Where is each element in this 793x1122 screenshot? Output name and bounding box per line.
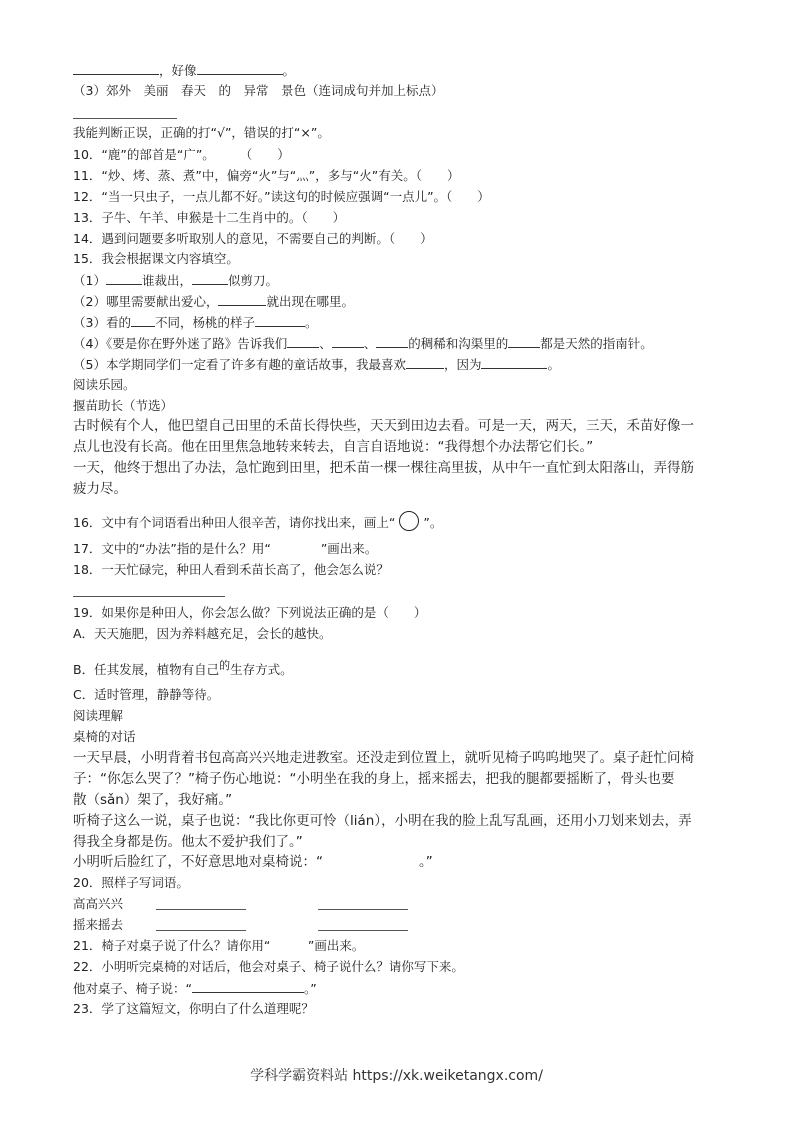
passage-title: 揠苗助长（节选）: [73, 398, 174, 413]
passage-paragraph: 散（sǎn）架了，我好痛。”: [73, 792, 233, 808]
passage-title: 桌椅的对话: [73, 729, 136, 744]
answer-blank[interactable]: [406, 355, 444, 369]
answer-blank[interactable]: [131, 313, 155, 327]
answer-blank[interactable]: [73, 61, 159, 75]
answer-blank[interactable]: [508, 334, 540, 348]
question-15: 15．我会根据课文内容填空。: [73, 251, 239, 266]
question-22-answer: 他对桌子、椅子说：“ 。”: [73, 981, 317, 996]
question-19-option-b[interactable]: B．任其发展，植物有自己的生存方式。: [73, 659, 293, 677]
answer-line[interactable]: [318, 930, 408, 931]
question-19-option-c[interactable]: C．适时管理，静静等待。: [73, 687, 220, 702]
question-20: 20．照样子写词语。: [73, 875, 189, 890]
question-15-item-3: （3）看的 不同，杨桃的样子 。: [73, 315, 318, 330]
question-19: 19．如果你是种田人，你会怎么做？下列说法正确的是（ ）: [73, 605, 427, 620]
question-15-item-4: （4）《要是你在野外迷了路》告诉我们 、 、 的稠稀和沟渠里的 都是天然的指南针。: [73, 336, 653, 351]
answer-line[interactable]: [156, 930, 246, 931]
question-21: 21．椅子对桌子说了什么？请你用“ ”画出来。: [73, 938, 365, 953]
question-13: 13．子牛、午羊、申猴是十二生肖中的。（ ）: [73, 210, 346, 225]
answer-blank[interactable]: [287, 334, 319, 348]
section-heading-comprehension: 阅读理解: [73, 708, 124, 723]
answer-blank[interactable]: [192, 271, 228, 285]
passage-paragraph: 听椅子这么一说，桌子也说：“我比你更可怜（lián），小明在我的脸上乱写乱画，还用小刀划来划去，弄: [73, 813, 692, 829]
question-20-example-2: 摇来摇去: [73, 917, 124, 932]
answer-line[interactable]: [156, 909, 246, 910]
question-15-item-1: （1） 谁裁出， 似剪刀。: [73, 273, 278, 288]
question-19-option-a[interactable]: A．天天施肥，因为养料越充足，会长的越快。: [73, 626, 332, 641]
question-18: 18．一天忙碌完，种田人看到禾苗长高了，他会怎么说？: [73, 562, 389, 577]
answer-line[interactable]: [73, 118, 177, 119]
answer-line[interactable]: [318, 909, 408, 910]
answer-blank[interactable]: [376, 334, 408, 348]
question-10: 10．“鹿”的部首是“广”。 （ ）: [73, 147, 290, 162]
passage-paragraph: 一天早晨，小明背着书包高高兴兴地走进教室。还没走到位置上，就听见椅子呜呜地哭了。桌子赶忙问椅: [73, 750, 694, 766]
item-3-word-order: （3）郊外 美丽 春天 的 异常 景色（连词成句并加上标点）: [73, 83, 444, 98]
question-16: 16．文中有个词语看出种田人很辛苦，请你找出来，画上“ ”。: [73, 511, 442, 532]
question-15-item-2: （2）哪里需要献出爱心， 就出现在哪里。: [73, 294, 354, 309]
answer-blank[interactable]: [106, 271, 142, 285]
answer-blank[interactable]: [192, 979, 304, 993]
section-heading-true-false: 我能判断正误，正确的打“√”，错误的打“×”。: [73, 125, 330, 140]
answer-blank[interactable]: [218, 292, 266, 306]
question-17: 17．文中的“办法”指的是什么？用“ ”画出来。: [73, 541, 378, 556]
answer-line[interactable]: [73, 596, 225, 597]
passage-paragraph: 古时候有个人，他巴望自己田里的禾苗长得快些，天天到田边去看。可是一天，两天，三天，禾苗好像一: [73, 418, 694, 434]
passage-paragraph: 点儿也没有长高。他在田里焦急地转来转去，自言自语地说：“我得想个办法帮它们长。”: [73, 439, 594, 455]
circle-mark-icon: [399, 511, 419, 531]
question-20-example-1: 高高兴兴: [73, 896, 124, 911]
footer-watermark: 学科学霸资料站 https://xk.weiketangx.com/: [250, 1068, 543, 1084]
passage-paragraph: 子：“你怎么哭了？”椅子伤心地说：“小明坐在我的身上，摇来摇去，把我的腿都要摇断了，骨头也要: [73, 771, 675, 787]
question-22: 22．小明听完桌椅的对话后，他会对桌子、椅子说什么？请你写下来。: [73, 959, 464, 974]
question-14: 14．遇到问题要多听取别人的意见，不需要自己的判断。（ ）: [73, 231, 433, 246]
question-15-item-5: （5）本学期同学们一定看了许多有趣的童话故事，我最喜欢 ，因为 。: [73, 357, 560, 372]
question-23: 23．学了这篇短文，你明白了什么道理呢？: [73, 1001, 314, 1016]
question-11: 11．“炒、烤、蒸、煮”中，偏旁“火”与“灬”，多与“火”有关。（ ）: [73, 168, 460, 183]
answer-blank[interactable]: [197, 61, 283, 75]
line-simile-sentence: ，好像 。: [73, 61, 295, 80]
answer-blank[interactable]: [332, 334, 364, 348]
answer-blank[interactable]: [481, 355, 547, 369]
passage-paragraph: 小明听后脸红了，不好意思地对桌椅说：“ 。”: [73, 854, 433, 870]
section-heading-reading: 阅读乐园。: [73, 377, 136, 392]
passage-paragraph: 疲力尽。: [73, 481, 127, 497]
passage-paragraph: 一天，他终于想出了办法，急忙跑到田里，把禾苗一棵一棵往高里拔，从中午一直忙到太阳落山，弄得筋: [73, 460, 694, 476]
question-12: 12．“当一只虫子，一点儿都不好。”读这句的时候应强调“一点儿”。（ ）: [73, 189, 490, 204]
answer-blank[interactable]: [255, 313, 305, 327]
passage-paragraph: 得我全身都是伤。他太不爱护我们了。”: [73, 834, 303, 850]
